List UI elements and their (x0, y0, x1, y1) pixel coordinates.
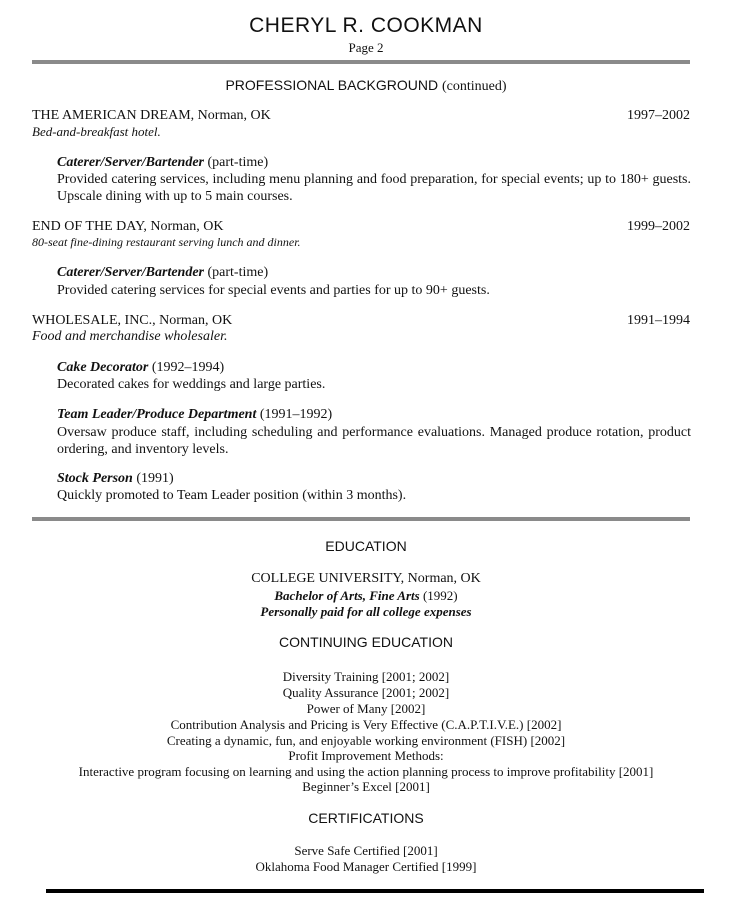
candidate-name: CHERYL R. COOKMAN (249, 14, 483, 37)
role-heading (57, 155, 268, 171)
role-qualifier: (1991–1992) (259, 407, 333, 422)
page-number: Page 2 (348, 40, 384, 55)
footer-divider (46, 889, 704, 893)
section-title-suffix: (continued) (442, 79, 507, 94)
role-heading (57, 360, 224, 376)
degree-year: (1992) (422, 588, 458, 603)
role-description: Oversaw produce staff, including scheduling and performance evaluations. Managed produce rotation, product ordering, and inventory levels. (57, 425, 691, 457)
role-heading (57, 265, 268, 281)
employer-name: WHOLESALE, INC., Norman, OK (32, 313, 233, 328)
employer-name: END OF THE DAY, Norman, OK (32, 219, 224, 234)
employer-name: THE AMERICAN DREAM, Norman, OK (32, 108, 271, 123)
section-title-continuing-education: CONTINUING EDUCATION (279, 634, 453, 650)
role-title: Caterer/Server/Bartender (57, 155, 204, 170)
school-name: COLLEGE UNIVERSITY, Norman, OK (251, 571, 481, 586)
role-title: Cake Decorator (57, 360, 149, 375)
certification-item: Serve Safe Certified [2001] (294, 843, 438, 858)
course-item: Power of Many [2002] (306, 701, 426, 716)
role-heading (57, 407, 332, 423)
course-item: Profit Improvement Methods: (288, 748, 444, 763)
education-note: Personally paid for all college expenses (260, 604, 472, 619)
role-title: Caterer/Server/Bartender (57, 265, 204, 280)
course-item: Quality Assurance [2001; 2002] (282, 685, 450, 700)
role-qualifier: (part-time) (207, 265, 269, 280)
employer-description: Food and merchandise wholesaler. (32, 329, 228, 344)
employer-years: 1999–2002 (627, 219, 690, 234)
role-description: Decorated cakes for weddings and large parties. (57, 377, 326, 392)
section-title-professional-background (0, 77, 732, 95)
role-description: Provided catering services, including menu planning and food preparation, for special events; up to 180+ guests. Upscale dining with up to 5 main courses. (57, 172, 691, 204)
course-item: Diversity Training [2001; 2002] (282, 669, 450, 684)
certification-item: Oklahoma Food Manager Certified [1999] (255, 859, 477, 874)
degree-line (0, 588, 732, 604)
course-item: Interactive program focusing on learning and using the action planning process to improve profitability [2001] (78, 764, 654, 779)
role-title: Stock Person (57, 471, 133, 486)
role-qualifier: (part-time) (207, 155, 269, 170)
employer-years: 1991–1994 (627, 313, 690, 328)
course-item: Beginner’s Excel [2001] (302, 779, 430, 794)
employer-years: 1997–2002 (627, 108, 690, 123)
role-heading (57, 471, 174, 487)
role-description: Provided catering services for special events and parties for up to 90+ guests. (57, 283, 490, 298)
section-title-certifications: CERTIFICATIONS (308, 810, 424, 826)
section-divider (32, 517, 690, 521)
employer-description: 80-seat fine-dining restaurant serving lunch and dinner. (32, 235, 301, 249)
section-title-education: EDUCATION (325, 538, 407, 554)
role-description: Quickly promoted to Team Leader position (within 3 months). (57, 488, 407, 503)
role-qualifier: (1992–1994) (151, 360, 225, 375)
role-title: Team Leader/Produce Department (57, 407, 257, 422)
employer-description: Bed-and-breakfast hotel. (32, 124, 161, 139)
course-item: Contribution Analysis and Pricing is Very Effective (C.A.P.T.I.V.E.) [2002] (170, 717, 562, 732)
section-title-text: PROFESSIONAL BACKGROUND (225, 77, 439, 93)
degree-title: Bachelor of Arts, Fine Arts (274, 588, 420, 603)
role-qualifier: (1991) (136, 471, 174, 486)
course-item: Creating a dynamic, fun, and enjoyable working environment (FISH) [2002] (166, 733, 566, 748)
header-divider (32, 60, 690, 64)
